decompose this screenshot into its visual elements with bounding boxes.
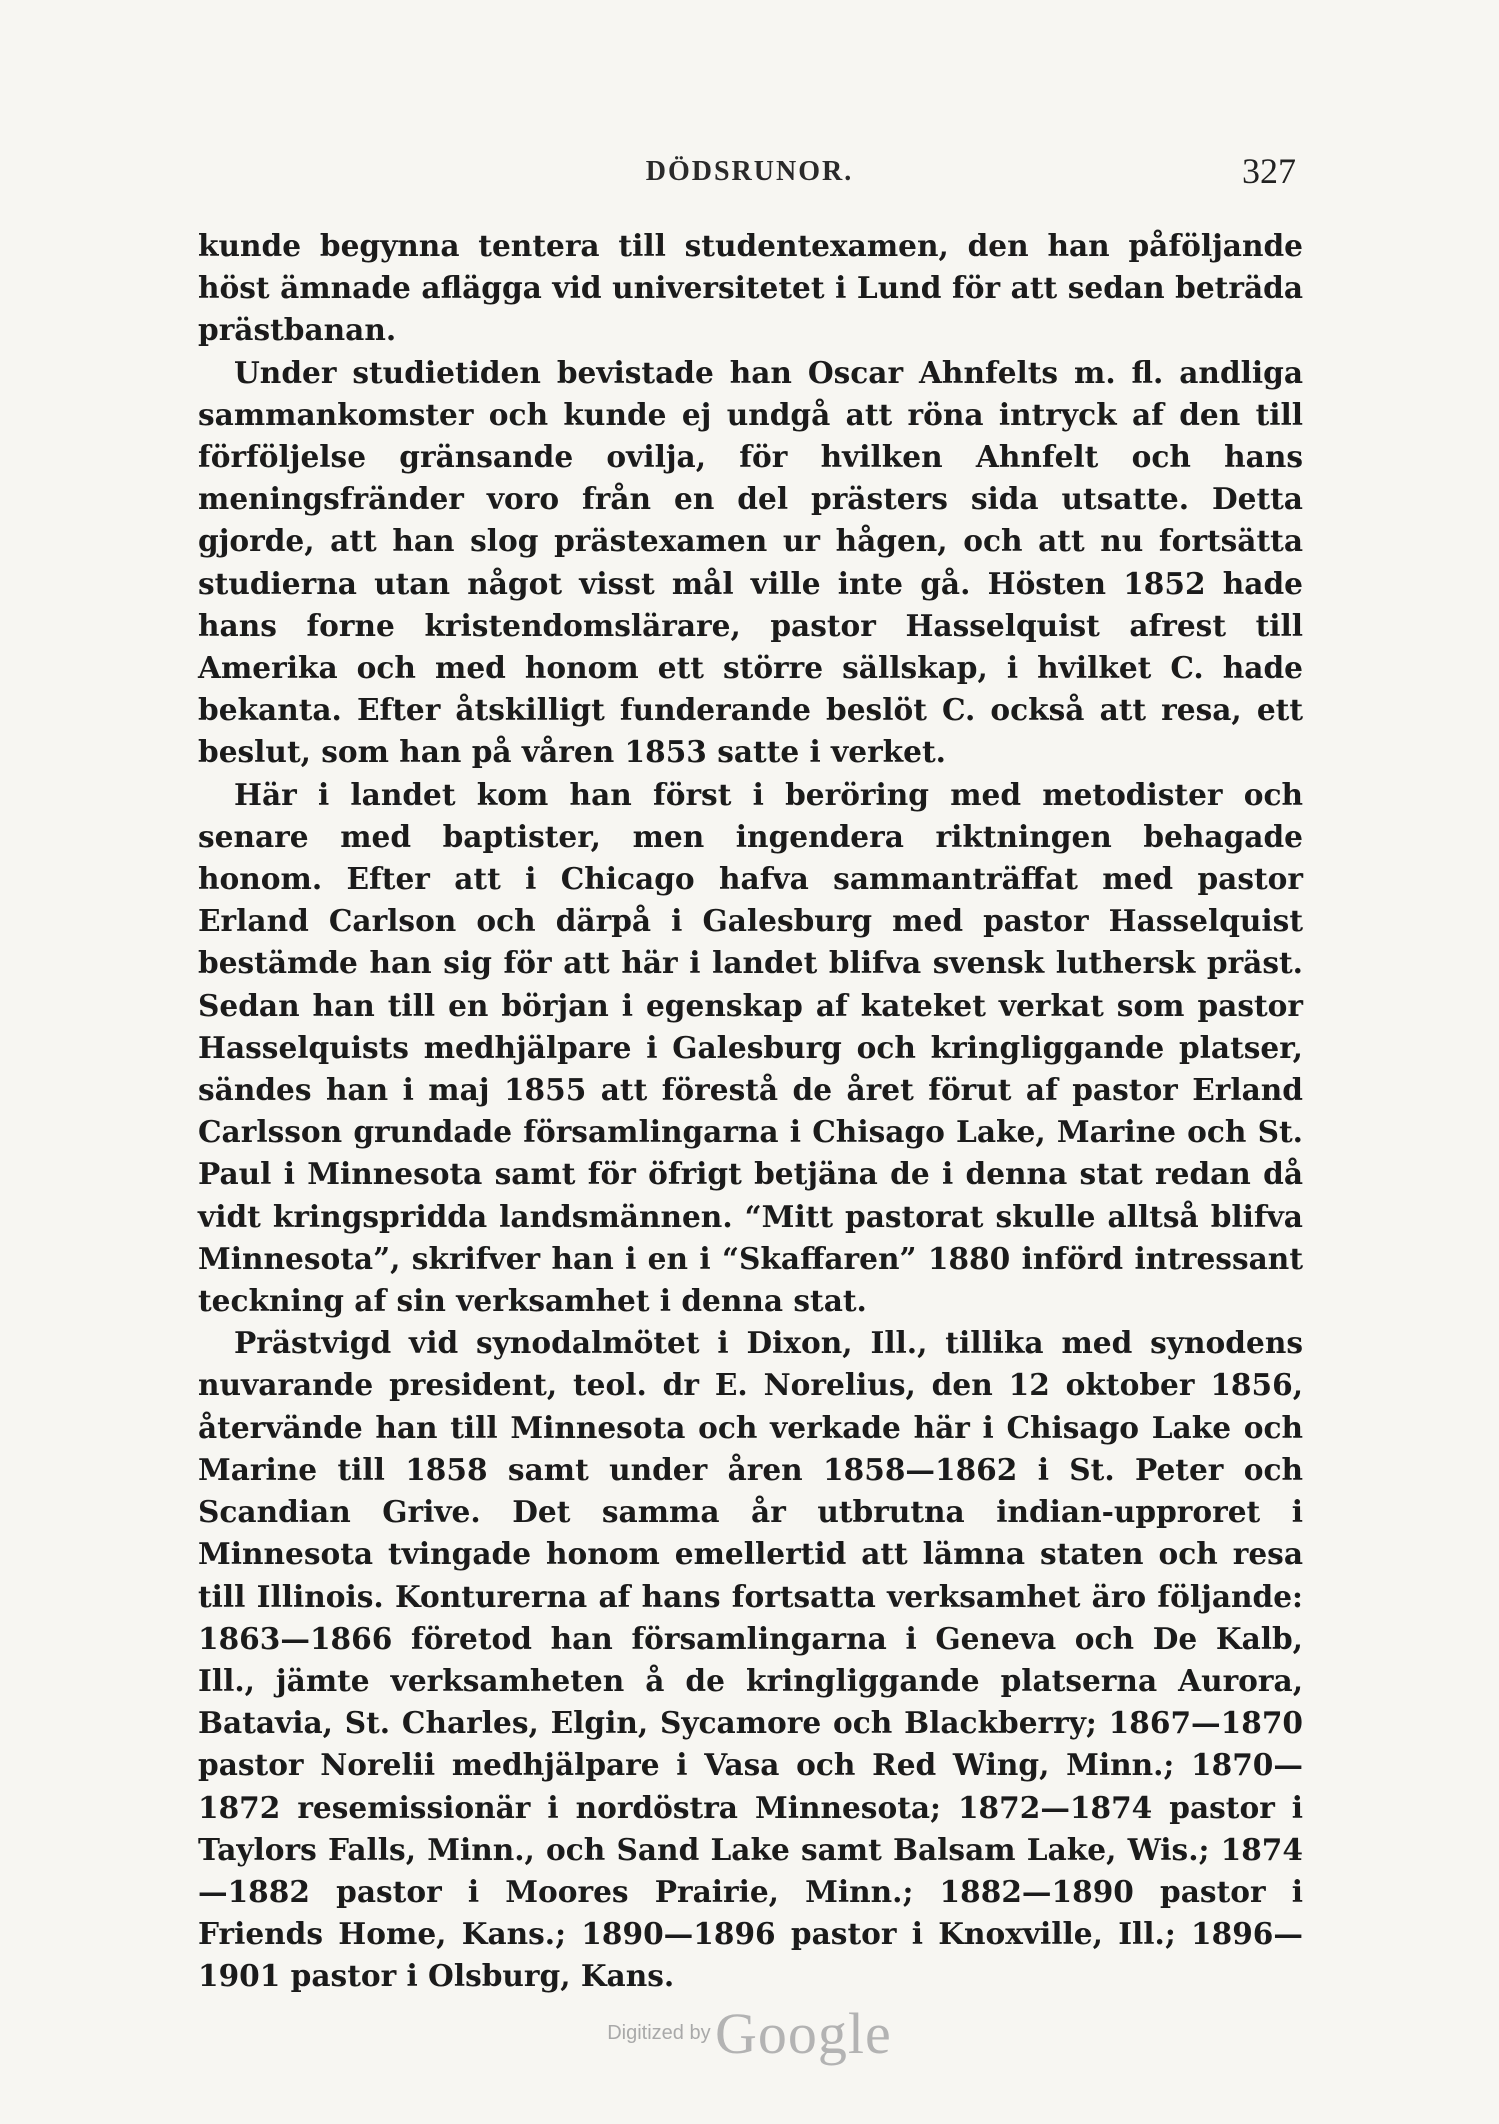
paragraph-1: kunde begynna tentera till studentexamen, den han påföljande höst ämnade aflägga vid universitetet i Lund för att sedan beträda prästbanan. (198, 228, 1303, 348)
google-logo: Google (715, 2001, 892, 2066)
paragraph-4: Prästvigd vid synodalmötet i Dixon, Ill., tillika med synodens nuvarande president, teol. dr E. Norelius, den 12 oktober 1856, återvände han till Minnesota och verkade här i Chisago Lake och Marine till 1858 samt under åren 1858—1862 i St. Peter och Scandian Grive. Det samma år utbrutna indian-upproret i Minnesota tvingade honom emellertid att lämna staten och resa till Illinois. Konturerna af hans fortsatta verksamhet äro följande: 1863—1866 företod han församlingarna i Geneva och De Kalb, Ill., jämte verksamheten å de kringliggande platserna Aurora, Batavia, St. Charles, Elgin, Sycamore och Blackberry; 1867—1870 pastor Norelii medhjälpare i Vasa och Red Wing, Minn.; 1870—1872 resemissionär i nordöstra Minnesota; 1872—1874 pastor i Taylors Falls, Minn., och Sand Lake samt Balsam Lake, Wis.; 1874—1882 pastor i Moores Prairie, Minn.; 1882—1890 pastor i Friends Home, Kans.; 1890—1896 pastor i Knoxville, Ill.; 1896—1901 pastor i Olsburg, Kans. (198, 1325, 1303, 1994)
digitized-watermark (0, 2000, 1499, 2067)
running-title: DÖDSRUNOR. (645, 156, 854, 187)
page-number: 327 (1242, 151, 1296, 191)
body-text (198, 225, 1303, 1998)
paragraph-3: Här i landet kom han först i beröring med metodister och senare med baptister, men ingendera riktningen behagade honom. Efter att i Chicago hafva sammanträffat med pastor Erland Carlson och därpå i Galesburg med pastor Hasselquist bestämde han sig för att här i landet blifva svensk luthersk präst. Sedan han till en början i egenskap af kateket verkat som pastor Hasselquists medhjälpare i Galesburg och kringliggande platser, sändes han i maj 1855 att förestå de året förut af pastor Erland Carlsson grundade församlingarna i Chisago Lake, Marine och St. Paul i Minnesota samt för öfrigt betjäna de i denna stat redan då vidt kringspridda landsmännen. “Mitt pastorat skulle alltså blifva Minnesota”, skrifver han i en i “Skaffaren” 1880 införd intressant teckning af sin verksamhet i denna stat. (198, 776, 1303, 1319)
paragraph-2: Under studietiden bevistade han Oscar Ahnfelts m. fl. andliga sammankomster och kunde ej undgå att röna intryck af den till förföljelse gränsande ovilja, för hvilken Ahnfelt och hans meningsfränder voro från en del prästers sida utsatte. Detta gjorde, att han slog prästexamen ur hågen, och att nu fortsätta studierna utan något visst mål ville inte gå. Hösten 1852 hade hans forne kristendomslärare, pastor Hasselquist afrest till Amerika och med honom ett större sällskap, i hvilket C. hade bekanta. Efter åtskilligt funderande beslöt C. också att resa, ett beslut, som han på våren 1853 satte i verket. (198, 354, 1303, 770)
watermark-prefix: Digitized by (607, 2022, 711, 2044)
